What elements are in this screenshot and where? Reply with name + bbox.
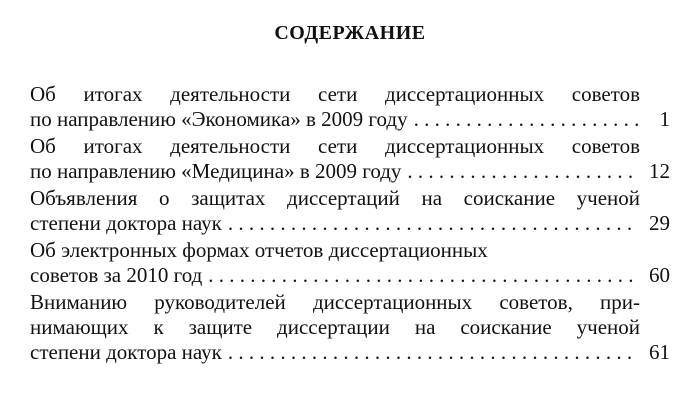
toc-entry-line: Об итогах деятельности сети диссертационных советов — [30, 134, 640, 158]
toc-entry — [30, 238, 670, 288]
toc-entry-text: советов за 2010 год — [30, 263, 203, 287]
toc-entry — [30, 186, 670, 236]
toc-entry-line: Об электронных формах отчетов диссертационных — [30, 238, 488, 262]
toc-entry — [30, 82, 670, 132]
toc-entry-line: Объявления о защитах диссертаций на соискание ученой — [30, 186, 640, 210]
page-number: 1 — [659, 107, 670, 131]
toc-entry-last-line — [30, 159, 670, 184]
toc-entry-last-line — [30, 211, 670, 236]
dot-leader — [228, 211, 638, 236]
toc-entry-text: степени доктора наук — [30, 340, 222, 364]
page-number: 61 — [649, 340, 670, 364]
dot-leader — [208, 263, 638, 288]
toc-entry-text: по направлению «Экономика» в 2009 году — [30, 107, 408, 131]
toc-entry-last-line — [30, 263, 670, 288]
toc-entry-line: Вниманию руководителей диссертационных советов, при- — [30, 290, 640, 314]
toc-entry — [30, 290, 670, 365]
toc-entry-last-line — [30, 107, 670, 132]
toc-entry-text: степени доктора наук — [30, 211, 222, 235]
page-number: 12 — [649, 159, 670, 183]
toc-entry-last-line — [30, 340, 670, 365]
toc-entry-line: нимающих к защите диссертации на соискание ученой — [30, 315, 640, 339]
dot-leader — [407, 159, 638, 184]
toc-entry-text: по направлению «Медицина» в 2009 году — [30, 159, 402, 183]
dot-leader — [414, 107, 638, 132]
toc-entry — [30, 134, 670, 184]
page-number: 60 — [649, 263, 670, 287]
page-number: 29 — [649, 211, 670, 235]
page-title: СОДЕРЖАНИЕ — [274, 22, 426, 44]
dot-leader — [228, 340, 638, 365]
toc-entry-line: Об итогах деятельности сети диссертационных советов — [30, 82, 640, 106]
table-of-contents — [30, 82, 670, 367]
